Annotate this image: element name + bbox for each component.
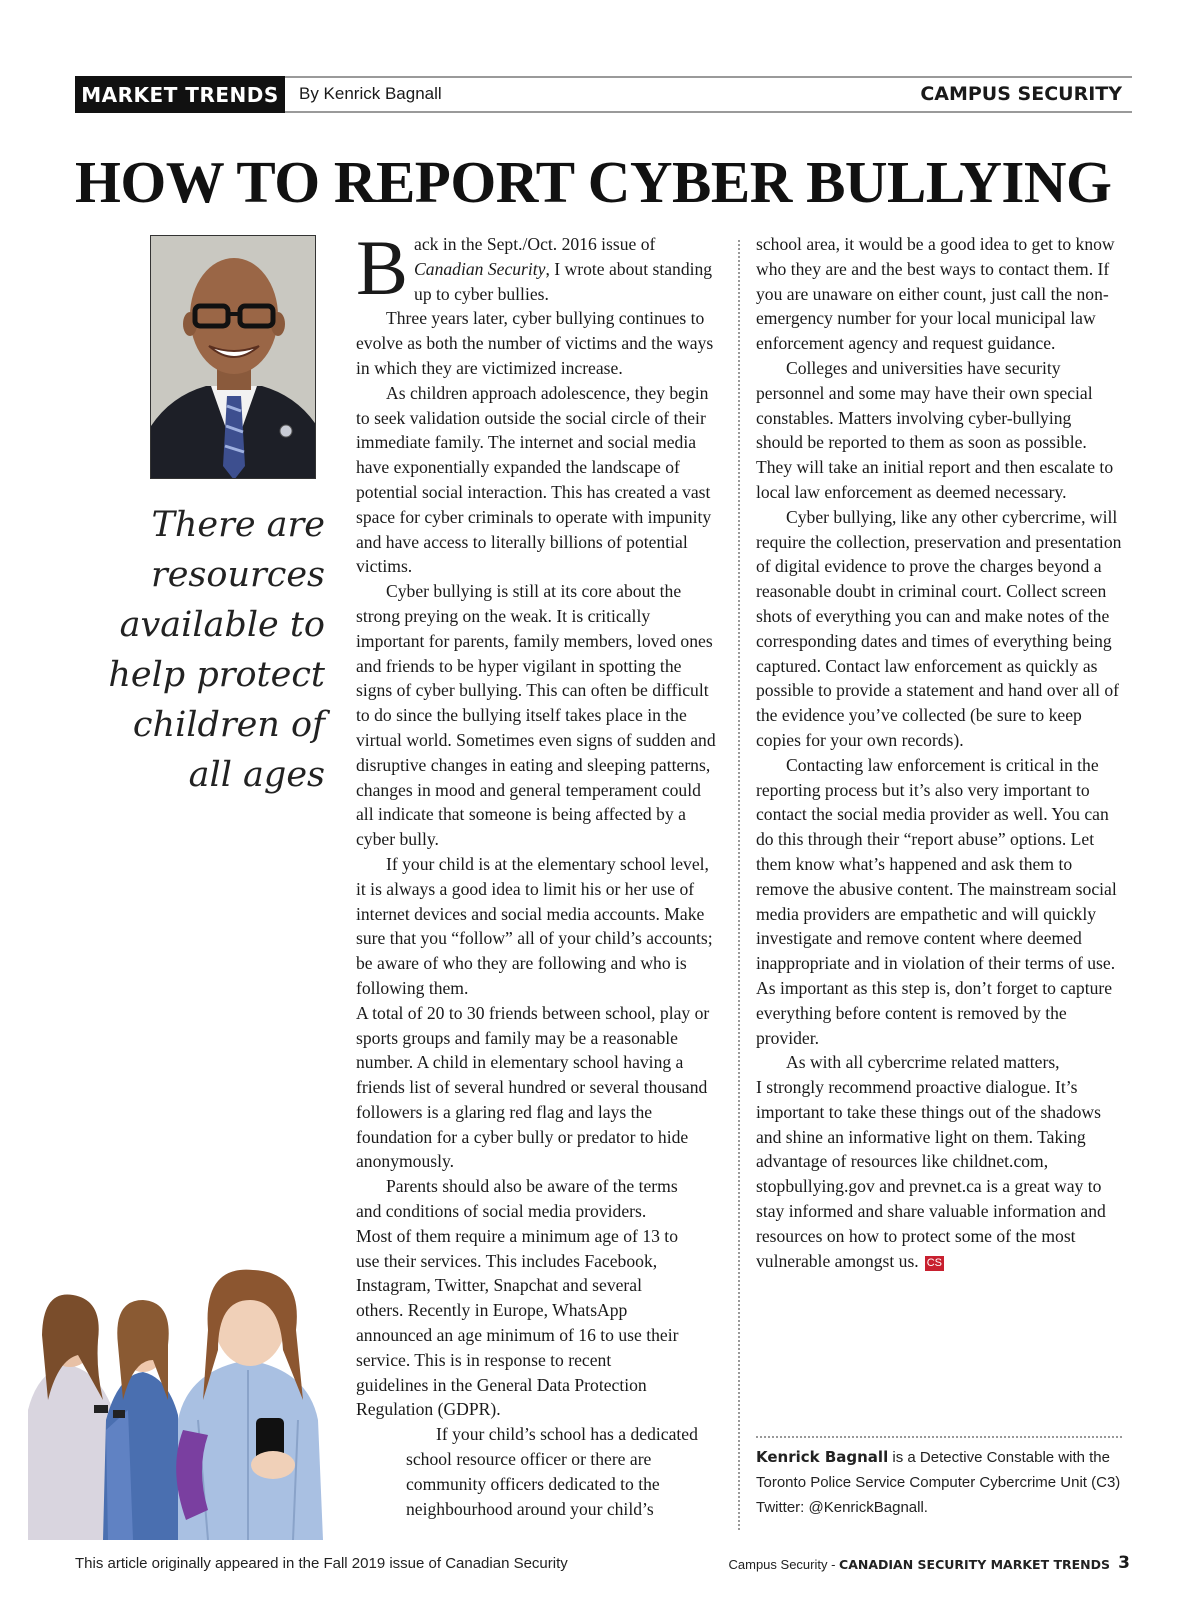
byline: By Kenrick Bagnall [299, 84, 442, 103]
author-bio: Kenrick Bagnall is a Detective Constable with the Toronto Police Service Computer Cybercrime Unit (C3) Twitter: @KenrickBagnall. [756, 1445, 1122, 1520]
paragraph: As children approach adolescence, they begin to seek validation outside the social circle of their immediate family. The internet and social media have exponentially expanded the landscape of potential social interaction. This has created a vast space for cyber criminals to operate with impunity and have access to literally billions of potential victims. [356, 382, 712, 577]
children-photo [18, 1260, 398, 1540]
children-with-phones-illustration [18, 1260, 398, 1540]
author-portrait-illustration [151, 236, 316, 479]
footer-note: This article originally appeared in the Fall 2019 issue of Canadian Security [75, 1555, 568, 1572]
paragraph: Back in the Sept./Oct. 2016 issue of Canadian Security, I wrote about standing up to cyber bullies. [356, 224, 713, 311]
paragraph: Three years later, cyber bullying continues to evolve as both the number of victims and the ways in which they are victimized increase. [356, 308, 714, 378]
paragraph: Colleges and universities have security personnel and some may have their own special constables. Matters involving cyber-bullying should be reported to them as soon as possible. They will take an initial report and then escalate to local law enforcement as deemed necessary. [756, 357, 1114, 502]
section-label: MARKET TRENDS [75, 76, 285, 113]
page-number: 3 [1118, 1553, 1130, 1573]
paragraph: Cyber bullying, like any other cybercrime, will require the collection, preservation and presentation of digital evidence to prove the charges beyond a reasonable doubt in criminal court. Collect screen shots of everything you can and make notes of the corresponding dates and times of everything being captured. Contact law enforcement as quickly as possible to provide a statement and hand over all of the evidence you’ve collected (be sure to keep copies for your own records). [756, 506, 1122, 750]
paragraph: school area, it would be a good idea to get to know who they are and the best ways to contact them. If you are unaware on either count, just call the non-emergency number for your local municipal law enforcement agency and request guidance. [756, 234, 1115, 354]
paragraph: Parents should also be aware of the terms and conditions of social media providers. Most of them require a minimum age of 13 to use their services. This includes Facebook, Instagram, Twitter, Snapchat and several others. Recently in Europe, WhatsApp announced an age minimum of 16 to use their service. This is in response to recent guidelines in the General Data Protection Regulation (GDPR). [356, 1176, 679, 1420]
column-divider [738, 240, 740, 1530]
paragraph: Contacting law enforcement is critical in the reporting process but it’s also very important to contact the social media provider as well. You can do this through their “report abuse” options. Let them know what’s happened and ask them to remove the abusive content. The mainstream social media providers are empathetic and will quickly investigate and remove content where deemed inappropriate and in violation of their terms of use. As important as this step is, don’t forget to capture everything before content is removed by the provider. [756, 754, 1117, 1048]
bio-twitter: Twitter: @KenrickBagnall. [756, 1499, 928, 1516]
bio-name: Kenrick Bagnall [756, 1448, 889, 1466]
paragraph: A total of 20 to 30 friends between school, play or sports groups and family may be a reasonable number. A child in elementary school having a friends list of several hundred or several thousand followers is a glaring red flag and lays the foundation for a cyber bully or predator to hide anonymously. [356, 1002, 710, 1172]
footer-publication: Campus Security - CANADIAN SECURITY MARKET TRENDS [728, 1557, 1110, 1572]
drop-cap: B [356, 224, 409, 311]
paragraph: As with all cybercrime related matters, [786, 1052, 1060, 1073]
pull-quote: There are resources available to help protect children of all ages [108, 505, 325, 795]
paragraph: I strongly recommend proactive dialogue. It’s important to take these things out of the shadows and shine an informative light on them. Taking advantage of resources like childnet.com, stopbullying.gov and prevnet.ca is a great way to stay informed and share valuable information and resources on how to protect some of the most vulnerable amongst us. CS [756, 1077, 1106, 1271]
author-portrait [150, 235, 316, 479]
article-column-2 [756, 232, 1122, 1273]
publication-name: CANADIAN SECURITY MARKET TRENDS [839, 1557, 1110, 1572]
category-label: CAMPUS SECURITY [920, 83, 1122, 105]
paragraph: Cyber bullying is still at its core about the strong preying on the weak. It is critically important for parents, family members, loved ones and friends to be hyper vigilant in spotting the signs of cyber bullying. This can often be difficult to do since the bullying itself takes place in the virtual world. Sometimes even signs of sudden and disruptive changes in eating and sleeping patterns, changes in mood and general temperament could all indicate that someone is being affected by a cyber bully. [356, 581, 716, 850]
bio-line: Toronto Police Service Computer Cybercrime Unit (C3) [756, 1474, 1121, 1491]
paragraph: If your child’s school has a dedicated school resource officer or there are community officers dedicated to the neighbourhood around your child’s [406, 1424, 698, 1519]
header-bar [75, 76, 1132, 113]
cs-end-badge: CS [926, 1256, 942, 1269]
article-title: HOW TO REPORT CYBER BULLYING [75, 149, 1112, 215]
bio-divider [756, 1436, 1122, 1438]
article-column-1 [356, 224, 721, 1521]
paragraph: If your child is at the elementary school level, it is always a good idea to limit his or her use of internet devices and social media accounts. Make sure that you “follow” all of your child’s accounts; be aware of who they are following and who is following them. [356, 853, 713, 998]
